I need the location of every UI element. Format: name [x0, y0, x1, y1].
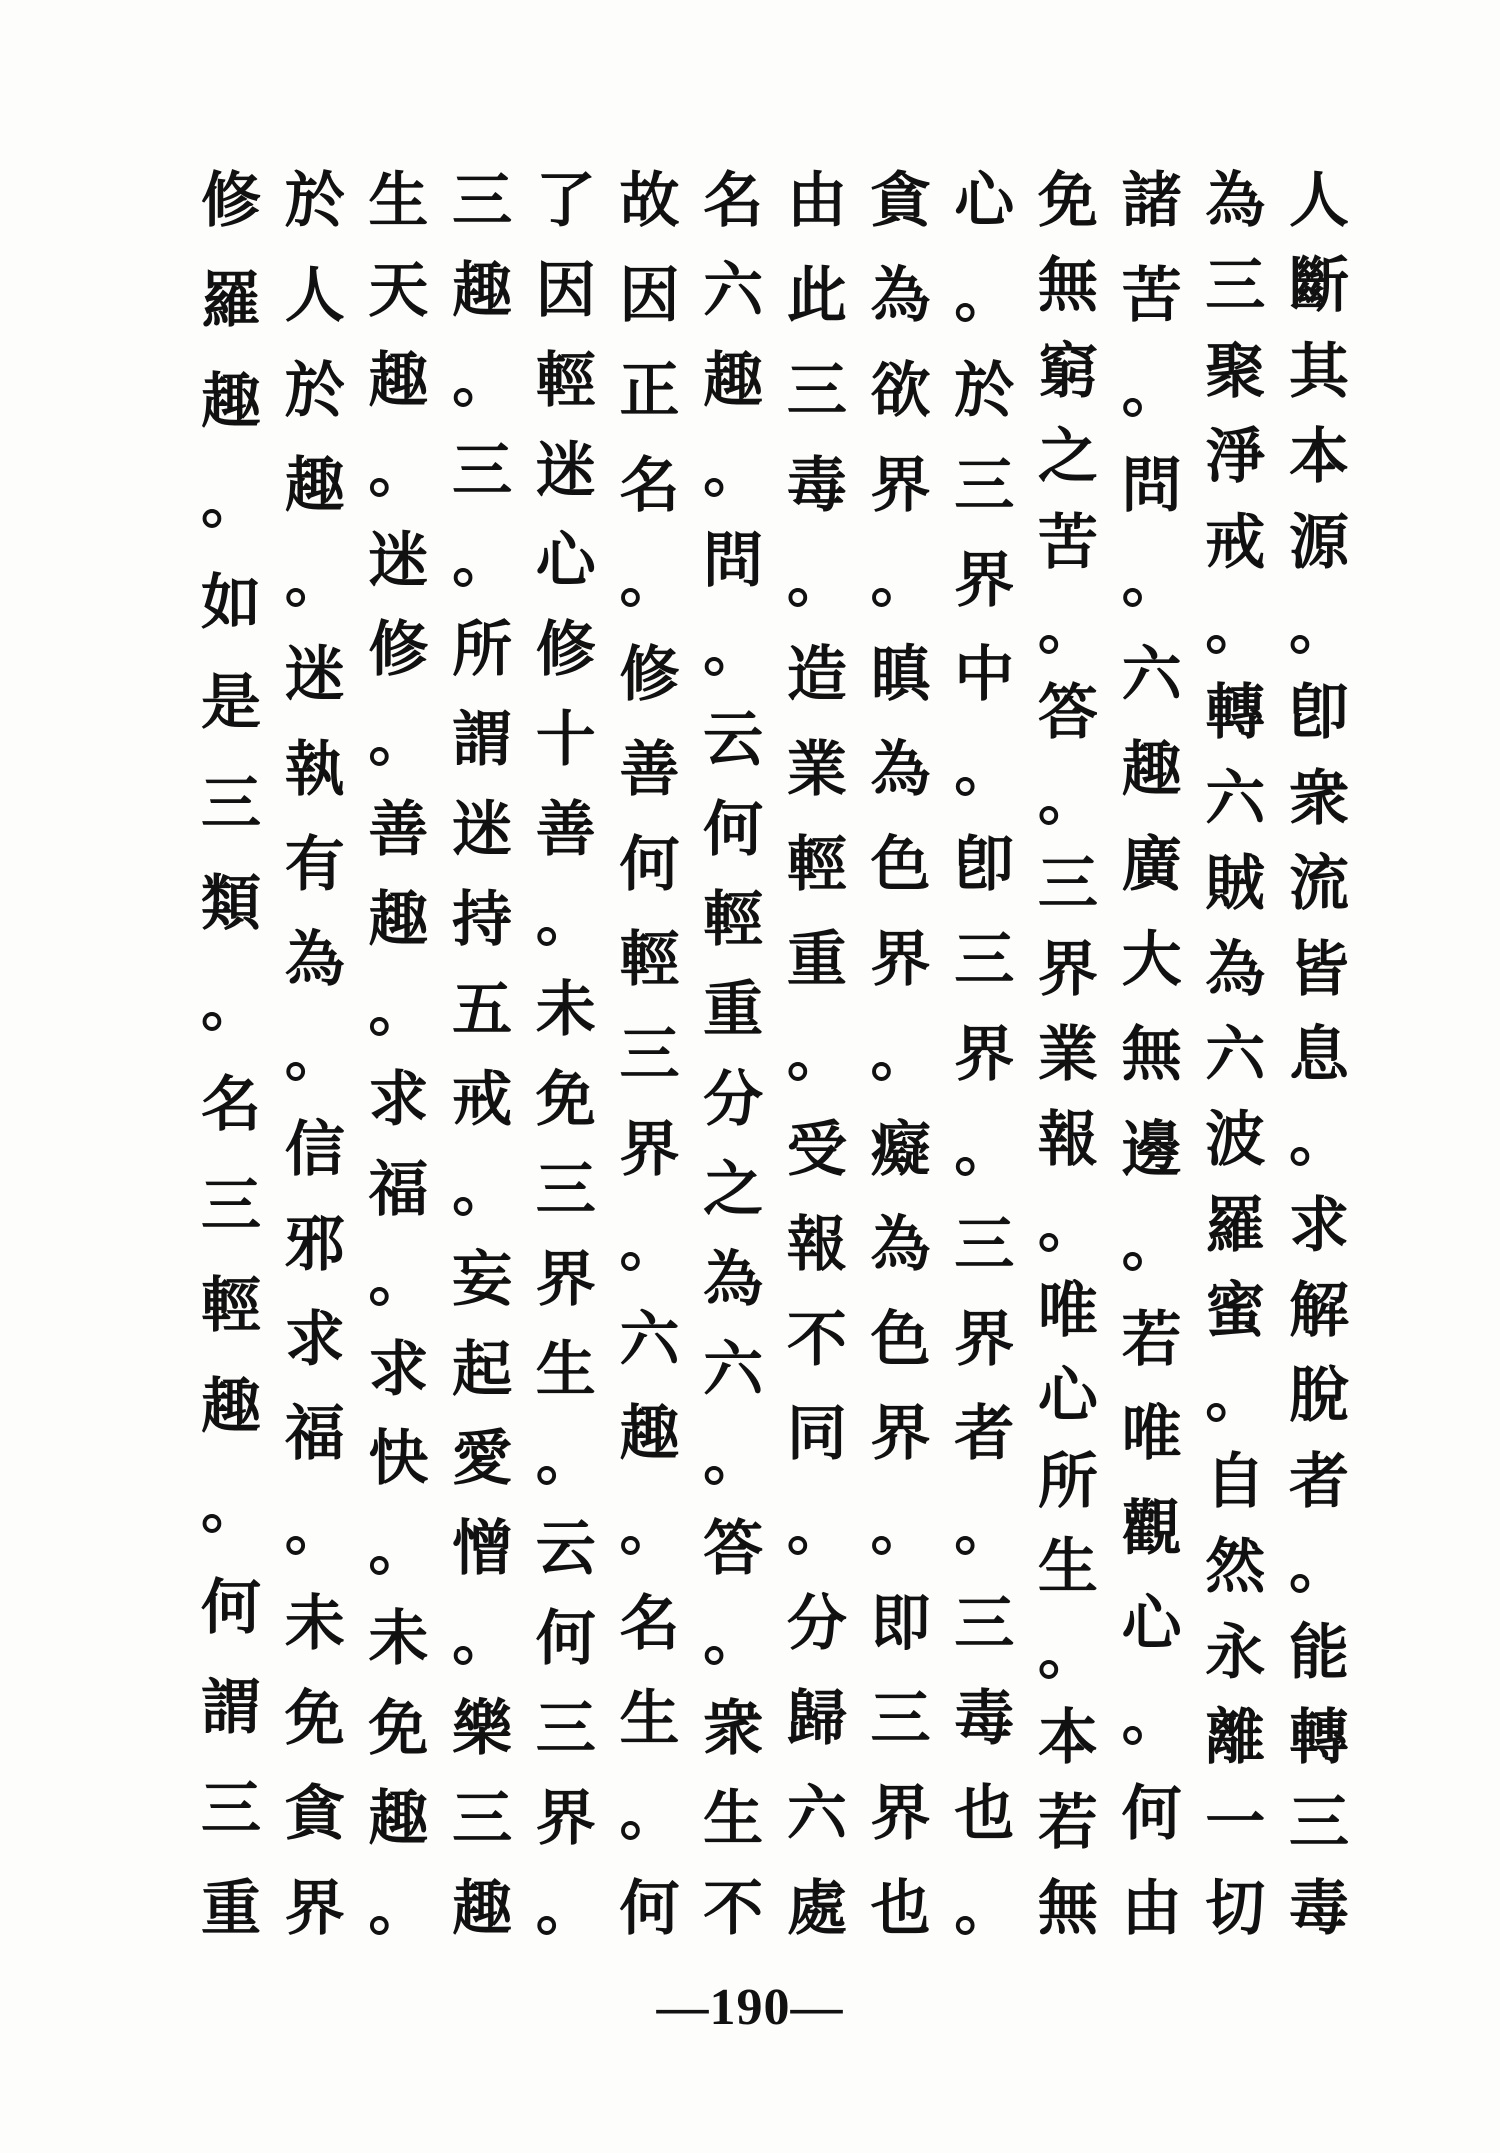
character: 。: [954, 1873, 1015, 1944]
character: 業: [1037, 1019, 1098, 1090]
character: 生: [1037, 1532, 1098, 1603]
character: 毒: [786, 450, 847, 521]
character: 毒: [1288, 1873, 1349, 1944]
character: 心: [535, 525, 596, 596]
character: 中: [954, 640, 1015, 711]
character: 界: [954, 1304, 1015, 1375]
character: 人: [284, 260, 345, 331]
character: 六: [1205, 763, 1266, 834]
character: 。: [786, 1494, 847, 1565]
character: 也: [954, 1778, 1015, 1849]
text-column: [1204, 166, 1266, 1944]
character: 求: [284, 1304, 345, 1375]
character: 生: [368, 166, 429, 236]
character: 何: [535, 1604, 596, 1675]
character: 無: [1121, 1019, 1182, 1090]
character: 界: [954, 545, 1015, 616]
character: 六: [786, 1778, 847, 1849]
character: 三: [954, 1209, 1015, 1280]
character: 能: [1288, 1617, 1349, 1688]
character: 若: [1037, 1788, 1098, 1859]
character: 。: [703, 615, 764, 686]
character: 三: [1205, 251, 1266, 322]
character: 邊: [1121, 1114, 1182, 1185]
character: 迷: [452, 795, 513, 866]
character: 趣: [1121, 735, 1182, 806]
character: 。: [1288, 1105, 1349, 1176]
character: 本: [1037, 1703, 1098, 1774]
character: 心: [1037, 1361, 1098, 1432]
character: 迷: [535, 435, 596, 506]
character: 色: [870, 1304, 931, 1375]
character: 趣: [201, 366, 261, 437]
character: 為: [284, 925, 345, 995]
character: 為: [870, 1209, 931, 1280]
character: 趣: [452, 255, 513, 326]
character: 轉: [1288, 1703, 1349, 1774]
character: 於: [284, 355, 345, 426]
character: 三: [452, 166, 513, 236]
character: 卽: [1288, 678, 1349, 749]
text-column: [451, 166, 513, 1944]
character: 趣: [452, 1873, 513, 1944]
character: 報: [786, 1209, 847, 1280]
character: 解: [1288, 1276, 1349, 1347]
character: 名: [619, 1589, 680, 1660]
character: 輕: [703, 885, 764, 956]
character: 之: [1037, 422, 1098, 493]
character: 。: [368, 1514, 429, 1585]
character: 六: [619, 1304, 680, 1375]
character: 求: [1288, 1190, 1349, 1261]
character: 。: [1037, 1617, 1098, 1688]
character: 造: [786, 640, 847, 711]
character: 。: [535, 1424, 596, 1495]
character: 流: [1288, 849, 1349, 920]
character: 。: [1121, 355, 1182, 426]
character: 。: [368, 435, 429, 506]
text-column: [702, 166, 764, 1944]
character: 色: [870, 830, 931, 901]
character: 切: [1205, 1873, 1266, 1944]
character: 窮: [1037, 336, 1098, 407]
character: 。: [368, 1244, 429, 1315]
character: 分: [703, 1064, 764, 1135]
character: 轉: [1205, 678, 1266, 749]
character: 者: [1288, 1446, 1349, 1517]
character: 未: [284, 1589, 345, 1660]
text-column: [786, 166, 848, 1944]
character: 。: [452, 1154, 513, 1225]
character: 。: [870, 545, 931, 616]
character: 免: [368, 1694, 429, 1765]
character: 。: [452, 1604, 513, 1675]
character: 善: [368, 795, 429, 866]
character: 三: [201, 768, 261, 839]
character: 。: [284, 1019, 345, 1090]
character: 六: [1205, 1019, 1266, 1090]
character: 三: [535, 1694, 596, 1765]
character: 。: [368, 975, 429, 1046]
character: 貪: [870, 166, 931, 236]
character: 善: [619, 735, 680, 806]
text-column: [367, 166, 429, 1944]
character: 心: [1121, 1589, 1182, 1660]
character: 所: [452, 615, 513, 686]
character: 脫: [1288, 1361, 1349, 1432]
character: 趣: [368, 345, 429, 416]
character: 皆: [1288, 934, 1349, 1005]
character: 妄: [452, 1244, 513, 1315]
character: 。: [619, 1778, 680, 1849]
character: 謂: [452, 705, 513, 776]
character: 戒: [452, 1064, 513, 1135]
character: 本: [1288, 422, 1349, 493]
character: 波: [1205, 1105, 1266, 1176]
character: 正: [619, 355, 680, 426]
character: 大: [1121, 925, 1182, 995]
character: 賊: [1205, 849, 1266, 920]
character: 斷: [1288, 251, 1349, 322]
character: 福: [368, 1154, 429, 1225]
character: 然: [1205, 1532, 1266, 1603]
character: 之: [703, 1154, 764, 1225]
character: 觀: [1121, 1494, 1182, 1565]
character: 廣: [1121, 830, 1182, 901]
character: 羅: [1205, 1190, 1266, 1261]
character: 毒: [954, 1684, 1015, 1754]
character: 為: [870, 260, 931, 331]
character: 三: [535, 1154, 596, 1225]
character: 界: [870, 1399, 931, 1470]
character: 重: [201, 1873, 261, 1944]
character: 界: [870, 450, 931, 521]
character: 。: [452, 345, 513, 416]
character: 三: [619, 1019, 680, 1090]
character: 謂: [201, 1673, 261, 1744]
text-column: [1037, 166, 1099, 1944]
character: 未: [535, 975, 596, 1046]
character: 六: [703, 1334, 764, 1405]
character: 貪: [284, 1778, 345, 1849]
character: 迷: [368, 525, 429, 596]
character: 憎: [452, 1514, 513, 1585]
character: 為: [703, 1244, 764, 1315]
character: 樂: [452, 1694, 513, 1765]
character: 。: [368, 705, 429, 776]
character: 因: [619, 260, 680, 331]
character: 免: [1037, 166, 1098, 236]
character: 趣: [368, 885, 429, 956]
character: 。: [703, 1424, 764, 1495]
character: 何: [619, 1873, 680, 1944]
character: 三: [1037, 849, 1098, 920]
character: 界: [535, 1784, 596, 1855]
character: 名: [703, 166, 764, 236]
character: 何: [703, 795, 764, 866]
character: 云: [535, 1514, 596, 1585]
character: 此: [786, 260, 847, 331]
character: 六: [703, 255, 764, 326]
character: 。: [535, 885, 596, 956]
vertical-text-block: [200, 166, 1350, 1944]
character: 。: [954, 1494, 1015, 1565]
character: 。: [1288, 1532, 1349, 1603]
character: 邪: [284, 1209, 345, 1280]
character: 求: [368, 1334, 429, 1405]
character: 即: [870, 1589, 931, 1660]
character: 也: [870, 1873, 931, 1944]
character: 。: [619, 545, 680, 616]
character: 起: [452, 1334, 513, 1405]
character: 六: [1121, 640, 1182, 711]
character: 修: [535, 615, 596, 686]
character: 。: [703, 435, 764, 506]
character: 故: [619, 166, 680, 236]
character: 重: [786, 925, 847, 995]
character: 同: [786, 1399, 847, 1470]
text-column: [1288, 166, 1350, 1944]
character: 修: [619, 640, 680, 711]
character: 自: [1205, 1446, 1266, 1517]
character: 受: [786, 1114, 847, 1185]
text-column: [284, 166, 346, 1944]
character: 愛: [452, 1424, 513, 1495]
character: 。: [1121, 1209, 1182, 1280]
character: 蜜: [1205, 1276, 1266, 1347]
character: 三: [201, 1170, 261, 1241]
character: 息: [1288, 1019, 1349, 1090]
character: 人: [1288, 166, 1349, 236]
character: 五: [452, 975, 513, 1046]
character: 。: [954, 735, 1015, 806]
character: 不: [703, 1873, 764, 1944]
character: 何: [619, 830, 680, 901]
character: 為: [1205, 934, 1266, 1005]
character: 。: [954, 260, 1015, 331]
character: 。: [535, 1873, 596, 1944]
character: 衆: [1288, 763, 1349, 834]
character: 無: [1037, 1873, 1098, 1944]
character: 無: [1037, 251, 1098, 322]
character: 答: [1037, 678, 1098, 749]
character: 是: [201, 668, 261, 739]
character: 欲: [870, 355, 931, 426]
character: 。: [1037, 592, 1098, 663]
character: 免: [284, 1684, 345, 1754]
character: 卽: [954, 830, 1015, 901]
character: 者: [954, 1399, 1015, 1470]
character: 報: [1037, 1105, 1098, 1176]
character: 云: [703, 705, 764, 776]
character: 免: [535, 1064, 596, 1135]
character: 所: [1037, 1446, 1098, 1517]
text-column: [1121, 166, 1183, 1944]
character: 類: [201, 869, 261, 940]
text-column: [618, 166, 680, 1944]
character: 三: [954, 450, 1015, 521]
character: 源: [1288, 507, 1349, 578]
character: 。: [1288, 592, 1349, 663]
character: 快: [368, 1424, 429, 1495]
character: 。: [201, 467, 261, 538]
character: 一: [1205, 1788, 1266, 1859]
text-column: [535, 166, 597, 1944]
character: 三: [954, 925, 1015, 995]
character: 。: [619, 1494, 680, 1565]
character: 三: [954, 1589, 1015, 1660]
character: 離: [1205, 1703, 1266, 1774]
character: 界: [1037, 934, 1098, 1005]
character: 其: [1288, 336, 1349, 407]
character: 。: [1037, 1190, 1098, 1261]
character: 天: [368, 255, 429, 326]
character: 因: [535, 255, 596, 326]
character: 生: [703, 1784, 764, 1855]
character: 苦: [1121, 260, 1182, 331]
character: 十: [535, 705, 596, 776]
character: 信: [284, 1114, 345, 1185]
character: 生: [619, 1684, 680, 1754]
character: 為: [870, 735, 931, 806]
character: 為: [1205, 166, 1266, 236]
character: 業: [786, 735, 847, 806]
character: 名: [201, 1070, 261, 1141]
character: 如: [201, 567, 261, 638]
character: 癡: [870, 1114, 931, 1185]
character: 。: [870, 1019, 931, 1090]
character: 何: [201, 1572, 261, 1643]
character: 何: [1121, 1778, 1182, 1849]
character: 善: [535, 795, 596, 866]
character: 。: [368, 1873, 429, 1944]
character: 三: [201, 1773, 261, 1844]
character: 輕: [535, 345, 596, 416]
character: 輕: [201, 1271, 261, 1342]
character: 答: [703, 1514, 764, 1585]
character: 界: [870, 1778, 931, 1849]
text-column: [870, 166, 932, 1944]
character: 。: [1037, 763, 1098, 834]
character: 由: [1121, 1873, 1182, 1944]
character: 重: [703, 975, 764, 1046]
character: 。: [284, 1494, 345, 1565]
character: 唯: [1037, 1276, 1098, 1347]
character: 界: [535, 1244, 596, 1315]
character: 諸: [1121, 166, 1182, 236]
character: 輕: [786, 830, 847, 901]
character: 修: [201, 166, 261, 236]
character: 三: [870, 1684, 931, 1754]
character: 有: [284, 830, 345, 901]
character: 趣: [703, 345, 764, 416]
character: 。: [201, 1472, 261, 1543]
character: 趣: [619, 1399, 680, 1470]
character: 永: [1205, 1617, 1266, 1688]
character: 界: [954, 1019, 1015, 1090]
character: 。: [1121, 545, 1182, 616]
character: 生: [535, 1334, 596, 1405]
character: 三: [786, 355, 847, 426]
character: 聚: [1205, 336, 1266, 407]
character: 三: [452, 435, 513, 506]
character: 。: [954, 1114, 1015, 1185]
character: 若: [1121, 1304, 1182, 1375]
character: 於: [954, 355, 1015, 426]
text-column: [200, 166, 262, 1944]
character: 福: [284, 1399, 345, 1470]
character: 瞋: [870, 640, 931, 711]
text-column: [953, 166, 1015, 1944]
character: 名: [619, 450, 680, 521]
character: 。: [1205, 1361, 1266, 1432]
character: 唯: [1121, 1399, 1182, 1470]
character: 由: [786, 166, 847, 236]
character: 。: [703, 1604, 764, 1675]
character: 執: [284, 735, 345, 806]
character: 衆: [703, 1694, 764, 1765]
character: 趣: [284, 450, 345, 521]
character: 淨: [1205, 422, 1266, 493]
character: 。: [870, 1494, 931, 1565]
character: 歸: [786, 1684, 847, 1754]
character: 苦: [1037, 507, 1098, 578]
character: 羅: [201, 266, 261, 337]
character: 。: [1121, 1684, 1182, 1754]
character: 戒: [1205, 507, 1266, 578]
character: 未: [368, 1604, 429, 1675]
character: 界: [870, 925, 931, 995]
character: 趣: [201, 1371, 261, 1442]
character: 迷: [284, 640, 345, 711]
character: 。: [619, 1209, 680, 1280]
character: 問: [703, 525, 764, 596]
character: 。: [284, 545, 345, 616]
character: 趣: [368, 1784, 429, 1855]
character: 求: [368, 1064, 429, 1135]
character: 修: [368, 615, 429, 686]
character: 輕: [619, 925, 680, 995]
character: 問: [1121, 450, 1182, 521]
page-number: —190—: [656, 1979, 844, 2036]
character: 。: [786, 545, 847, 616]
character: 心: [954, 166, 1015, 236]
character: 分: [786, 1589, 847, 1660]
character: 。: [452, 525, 513, 596]
character: 。: [201, 969, 261, 1040]
character: 三: [1288, 1788, 1349, 1859]
character: 於: [284, 166, 345, 236]
character: 持: [452, 885, 513, 956]
character: 處: [786, 1873, 847, 1944]
character: 。: [786, 1019, 847, 1090]
character: 三: [452, 1784, 513, 1855]
character: 了: [535, 166, 596, 236]
character: 界: [284, 1873, 345, 1944]
character: 界: [619, 1114, 680, 1185]
character: 。: [1205, 592, 1266, 663]
character: 不: [786, 1304, 847, 1375]
